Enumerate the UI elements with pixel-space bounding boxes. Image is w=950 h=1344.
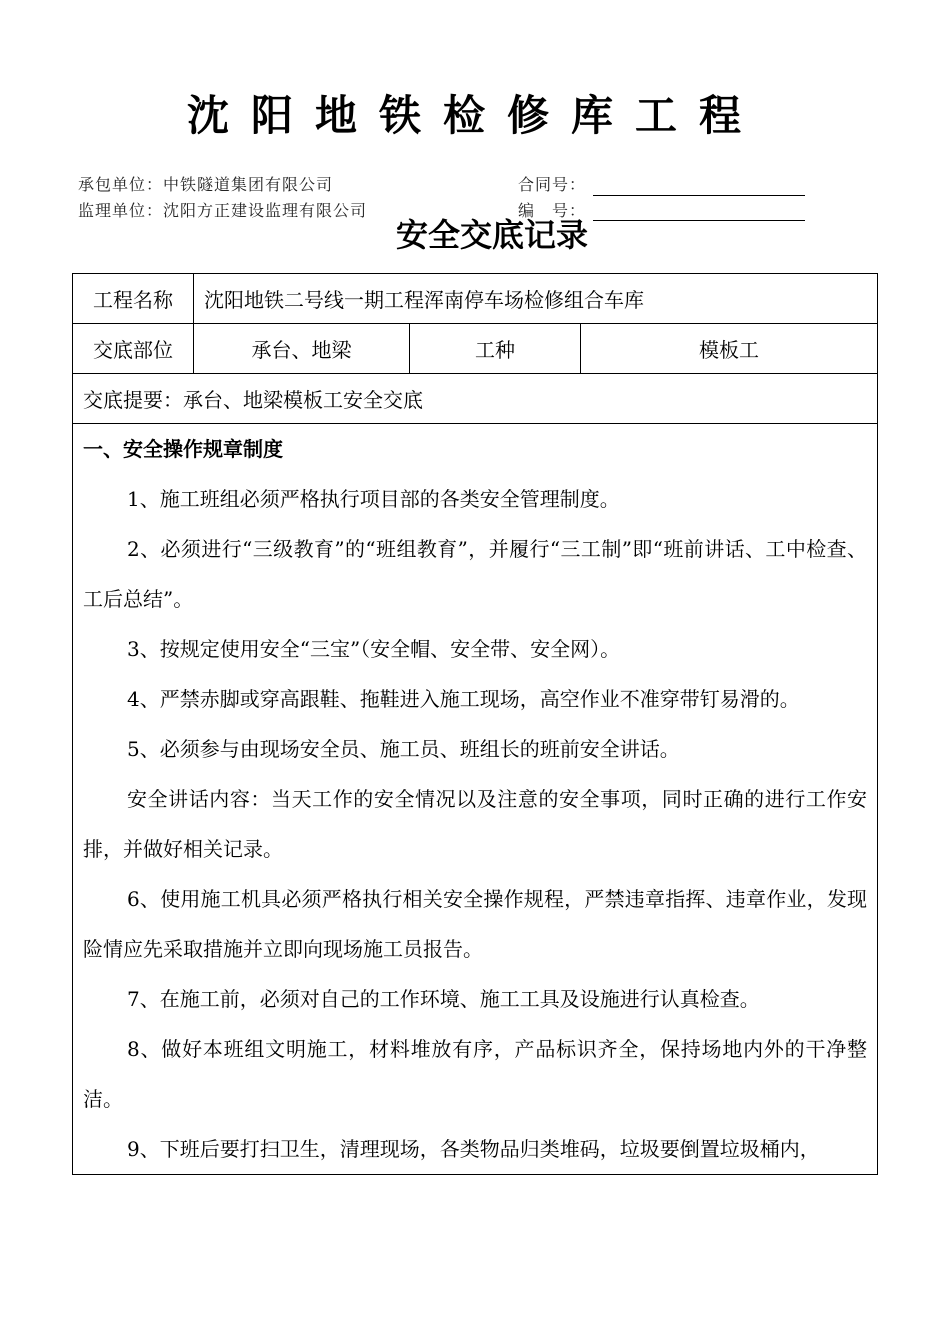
supervisor-value: 沈阳方正建设监理有限公司 — [163, 201, 368, 220]
content-row — [73, 424, 878, 1175]
list-item: 6、使用施工机具必须严格执行相关安全操作规程，严禁违章指挥、违章作业，发现险情应先采取措施并立即向现场施工员报告。 — [83, 887, 868, 961]
summary-text: 交底提要：承台、地梁模板工安全交底 — [73, 374, 878, 424]
list-item: 1、施工班组必须严格执行项目部的各类安全管理制度。 — [127, 487, 620, 511]
project-name-label: 工程名称 — [73, 274, 194, 324]
location-value: 承台、地梁 — [194, 324, 410, 374]
list-item: 5、必须参与由现场安全员、施工员、班组长的班前安全讲话。 — [127, 737, 680, 761]
project-name-row — [73, 274, 878, 324]
content-body — [73, 424, 877, 1174]
location-label: 交底部位 — [73, 324, 194, 374]
list-item: 9、下班后要打扫卫生，清理现场，各类物品归类堆码，垃圾要倒置垃圾桶内， — [127, 1137, 820, 1161]
location-row — [73, 324, 878, 374]
project-title: 沈阳地铁检修库工程 — [186, 91, 763, 140]
document-title: 安全交底记录 — [395, 216, 588, 254]
list-item: 3、按规定使用安全“三宝”（安全帽、安全带、安全网）。 — [127, 637, 621, 661]
serial-no-label: 编 号： — [518, 201, 587, 220]
section-heading: 一、安全操作规章制度 — [83, 437, 283, 461]
contractor-value: 中铁隧道集团有限公司 — [163, 175, 334, 194]
contractor-row — [78, 174, 333, 196]
list-item: 安全讲话内容：当天工作的安全情况以及注意的安全事项，同时正确的进行工作安排，并做好相关记录。 — [83, 787, 868, 861]
summary-row — [73, 374, 878, 424]
trade-label: 工种 — [410, 324, 581, 374]
list-item: 2、必须进行“三级教育”的“班组教育”，并履行“三工制”即“班前讲话、工中检查、工后总结”。 — [83, 537, 868, 611]
list-item: 7、在施工前，必须对自己的工作环境、施工工具及设施进行认真检查。 — [127, 987, 760, 1011]
content-cell — [73, 424, 878, 1175]
safety-briefing-table — [72, 273, 878, 1175]
contractor-label: 承包单位： — [78, 175, 164, 194]
contract-no-label: 合同号： — [518, 175, 587, 194]
list-item: 8、做好本班组文明施工，材料堆放有序，产品标识齐全，保持场地内外的干净整洁。 — [83, 1037, 868, 1111]
trade-value: 模板工 — [581, 324, 878, 374]
project-name-value: 沈阳地铁二号线一期工程浑南停车场检修组合车库 — [194, 274, 878, 324]
list-item: 4、严禁赤脚或穿高跟鞋、拖鞋进入施工现场，高空作业不准穿带钉易滑的。 — [127, 687, 800, 711]
contract-no-field[interactable] — [593, 195, 805, 196]
supervisor-label: 监理单位： — [78, 201, 164, 220]
